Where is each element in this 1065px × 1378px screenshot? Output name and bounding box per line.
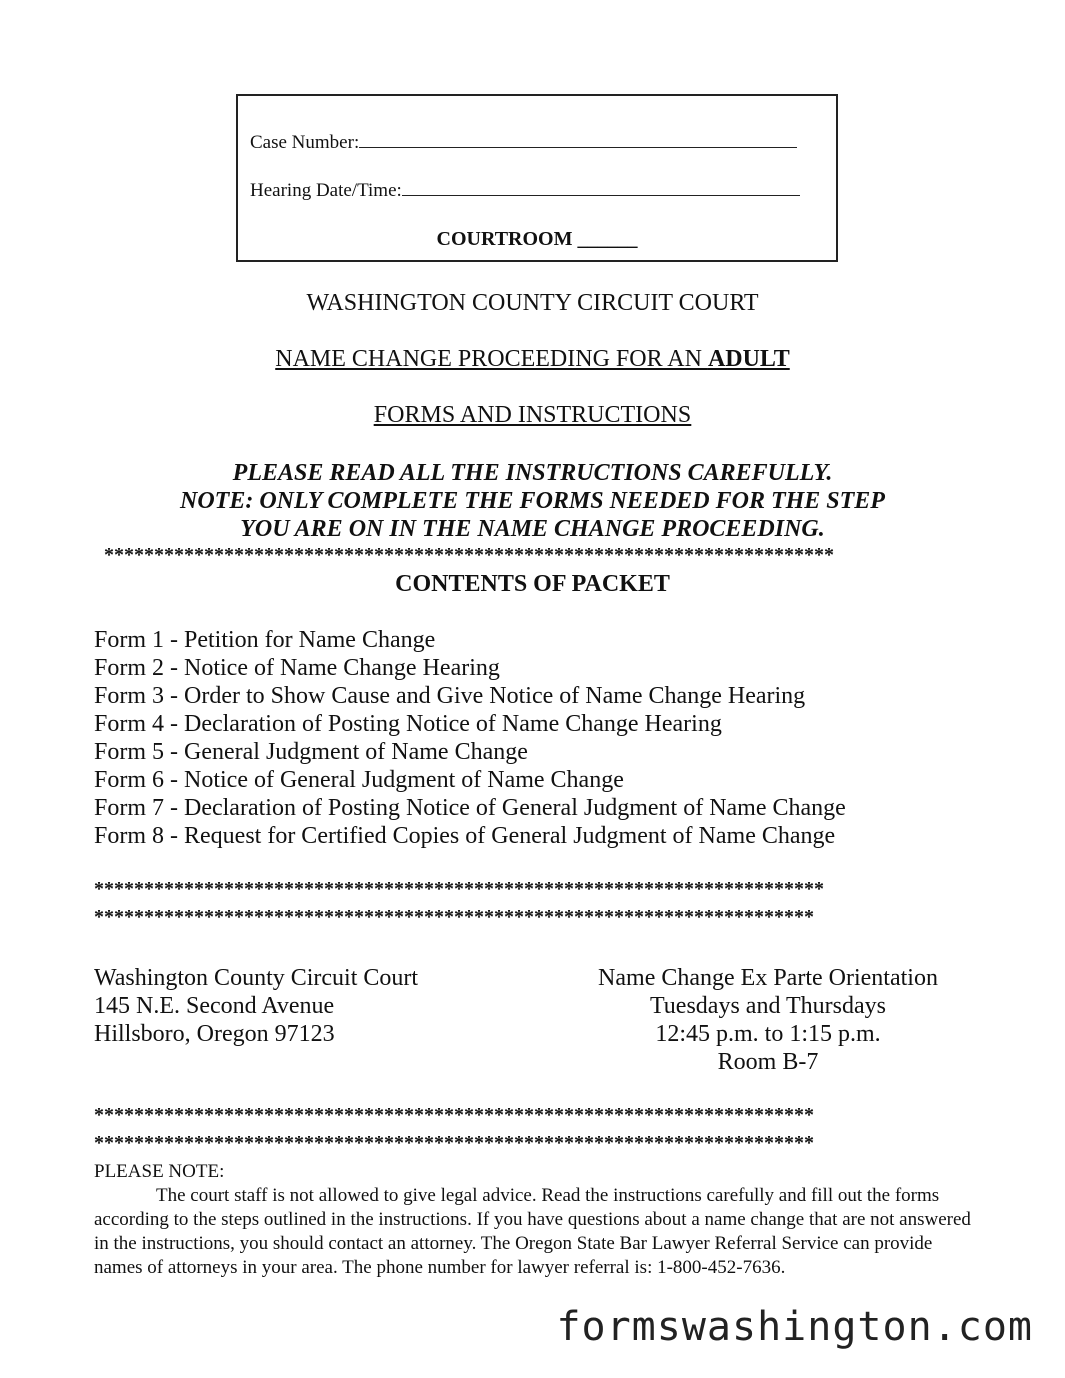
- case-number-line: [250, 132, 797, 154]
- note-heading: PLEASE NOTE:: [94, 1161, 225, 1182]
- proceeding-title-bold: ADULT: [707, 346, 790, 372]
- case-info-box: [236, 94, 838, 262]
- form-item-7: Form 7 - Declaration of Posting Notice of General Judgment of Name Change: [94, 795, 846, 821]
- case-number-label: Case Number:: [250, 132, 360, 153]
- proceeding-title-prefix: NAME CHANGE PROCEEDING FOR AN: [275, 346, 708, 372]
- warning-line-1: PLEASE READ ALL THE INSTRUCTIONS CAREFULLY.: [232, 460, 833, 486]
- orientation-line-1: Name Change Ex Parte Orientation: [598, 965, 938, 991]
- orientation-line-2: Tuesdays and Thursdays: [649, 993, 886, 1019]
- star-divider-2: *************************************************************************: [94, 878, 824, 900]
- courtroom-label: COURTROOM ______: [436, 228, 638, 250]
- warning-line-3: YOU ARE ON IN THE NAME CHANGE PROCEEDING.: [240, 516, 825, 542]
- form-item-3: Form 3 - Order to Show Cause and Give Notice of Name Change Hearing: [94, 683, 806, 709]
- form-item-1: Form 1 - Petition for Name Change: [94, 627, 436, 653]
- form-item-4: Form 4 - Declaration of Posting Notice of Name Change Hearing: [94, 711, 722, 737]
- orientation-line-3: 12:45 p.m. to 1:15 p.m.: [655, 1021, 881, 1047]
- court-address: [94, 964, 418, 1048]
- hearing-date-label: Hearing Date/Time:: [250, 180, 402, 201]
- form-item-6: Form 6 - Notice of General Judgment of Name Change: [94, 767, 624, 793]
- contents-heading: CONTENTS OF PACKET: [395, 571, 670, 597]
- address-line-2: 145 N.E. Second Avenue: [94, 993, 335, 1019]
- star-divider-5: ************************************************************************: [94, 1132, 814, 1154]
- forms-instructions-text: FORMS AND INSTRUCTIONS: [373, 402, 692, 428]
- hearing-date-line: [250, 180, 800, 202]
- orientation-info: [582, 964, 954, 1076]
- form-item-5: Form 5 - General Judgment of Name Change: [94, 739, 528, 765]
- address-line-3: Hillsboro, Oregon 97123: [94, 1021, 335, 1047]
- orientation-line-4: Room B-7: [717, 1049, 819, 1075]
- case-number-blank: [359, 133, 797, 148]
- form-item-8: Form 8 - Request for Certified Copies of General Judgment of Name Change: [94, 823, 836, 849]
- warning-line-2: NOTE: ONLY COMPLETE THE FORMS NEEDED FOR THE STEP: [180, 488, 885, 514]
- note-body: The court staff is not allowed to give legal advice. Read the instructions carefully and fill out the forms according to the steps outlined in the instructions. If you have questions about a name change that are not answered in the instructions, you should contact an attorney. The Oregon State Bar Lawyer Referral Service can provide names of attorneys in your area. The phone number for lawyer referral is: 1-800-452-7636.: [94, 1185, 971, 1278]
- court-name: WASHINGTON COUNTY CIRCUIT COURT: [306, 290, 759, 316]
- forms-instructions-title: [0, 402, 1065, 429]
- watermark-text: formswashington.com: [556, 1304, 1033, 1350]
- hearing-date-blank: [402, 181, 800, 196]
- star-divider-4: ************************************************************************: [94, 1104, 814, 1126]
- forms-list: [94, 626, 846, 850]
- star-divider-3: ************************************************************************: [94, 906, 814, 928]
- form-item-2: Form 2 - Notice of Name Change Hearing: [94, 655, 500, 681]
- star-divider-1: *************************************************************************: [104, 544, 834, 566]
- address-line-1: Washington County Circuit Court: [94, 965, 419, 991]
- proceeding-title: [0, 346, 1065, 373]
